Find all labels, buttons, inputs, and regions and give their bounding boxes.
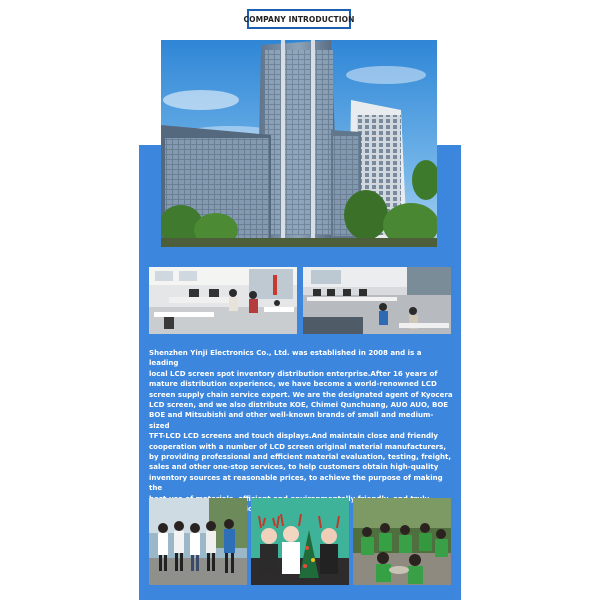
description-line: TFT-LCD LCD screens and touch displays.And maintain close and friendly: [149, 431, 439, 441]
description-line: mature distribution experience, we have become a world-renowned LCD: [149, 379, 437, 389]
description-line: BOE and Mitsubishi and other well-known brands of small and medium-sized: [149, 410, 434, 430]
team-photo-christmas: [251, 498, 349, 585]
description-line: sales and other one-stop services, to help customers obtain high-quality: [149, 462, 439, 472]
description-line: LCD screen, and we also distribute KOE, Chimei Qunchuang, AUO AUO, BOE: [149, 400, 449, 410]
description-line: by providing professional and efficient material evaluation, testing, freight,: [149, 452, 452, 462]
section-title-box: [243, 9, 355, 29]
team-photo-outdoor: [149, 498, 247, 585]
company-description: [149, 348, 453, 515]
description-line: inventory sources at reasonable prices, to achieve the purpose of making the: [149, 472, 443, 493]
description-line: screen supply chain service expert. We are the designated agent of Kyocera: [149, 389, 453, 399]
page-title: COMPANY INTRODUCTION: [243, 14, 355, 24]
description-line: cooperation with a number of LCD screen original material manufacturers,: [149, 441, 447, 451]
description-line: Shenzhen Yinji Electronics Co., Ltd. was established in 2008 and is a leading: [149, 348, 422, 368]
description-line: local LCD screen spot inventory distribution enterprise.After 16 years of: [149, 368, 438, 378]
office-photo-right: [303, 267, 451, 334]
building-photo: [161, 40, 437, 247]
team-photo-activity: [353, 498, 451, 585]
office-photo-left: [149, 267, 297, 334]
